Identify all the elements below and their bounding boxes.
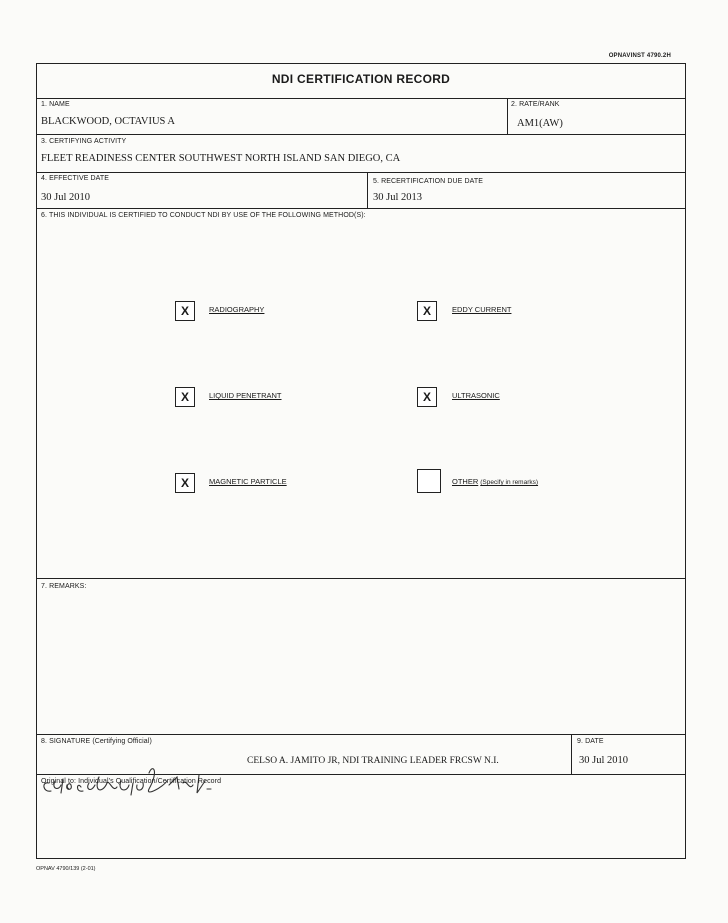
form-title: NDI CERTIFICATION RECORD <box>271 72 451 86</box>
form-footer: OPNAV 4790/139 (2-01) <box>36 866 96 872</box>
effective-date-field[interactable]: 30 Jul 2010 <box>41 192 91 203</box>
methods-heading: 6. THIS INDIVIDUAL IS CERTIFIED TO CONDUCT NDI BY USE OF THE FOLLOWING METHOD(S): <box>41 212 366 219</box>
radiography-checkbox[interactable]: X <box>175 301 195 321</box>
liquid-penetrant-checkbox[interactable]: X <box>175 387 195 407</box>
signature-label: 8. SIGNATURE (Certifying Official) <box>41 738 152 745</box>
rate-rank-label: 2. RATE/RANK <box>511 101 560 108</box>
divider <box>37 172 685 173</box>
divider <box>367 172 368 208</box>
date-field[interactable]: 30 Jul 2010 <box>579 755 629 766</box>
divider <box>37 134 685 135</box>
original-to-note: Original to: Individual's Qualification/Certification Record <box>41 778 222 785</box>
divider <box>571 734 572 774</box>
divider <box>37 734 685 735</box>
certifying-activity-field[interactable]: FLEET READINESS CENTER SOUTHWEST NORTH ISLAND SAN DIEGO, CA <box>41 153 401 164</box>
radiography-label: RADIOGRAPHY <box>209 305 265 314</box>
divider <box>37 578 685 579</box>
divider <box>37 208 685 209</box>
remarks-label: 7. REMARKS: <box>41 583 87 590</box>
effective-date-label: 4. EFFECTIVE DATE <box>41 175 110 182</box>
magnetic-particle-checkbox[interactable]: X <box>175 473 195 493</box>
other-note: (Specify in remarks) <box>480 479 539 486</box>
name-label: 1. NAME <box>41 101 70 108</box>
magnetic-particle-label: MAGNETIC PARTICLE <box>209 477 287 486</box>
other-checkbox[interactable] <box>417 469 441 493</box>
liquid-penetrant-label: LIQUID PENETRANT <box>209 391 282 400</box>
date-label: 9. DATE <box>577 738 604 745</box>
recert-due-date-field[interactable]: 30 Jul 2013 <box>373 192 423 203</box>
ultrasonic-label: ULTRASONIC <box>452 391 500 400</box>
ultrasonic-checkbox[interactable]: X <box>417 387 437 407</box>
form-number: OPNAVINST 4790.2H <box>608 53 671 59</box>
certification-form <box>36 63 686 859</box>
other-method <box>452 477 538 486</box>
rate-rank-field[interactable]: AM1(AW) <box>517 118 563 129</box>
certifying-activity-label: 3. CERTIFYING ACTIVITY <box>41 138 127 145</box>
recert-due-date-label: 5. RECERTIFICATION DUE DATE <box>373 178 484 185</box>
other-label: OTHER <box>452 477 479 486</box>
signer-printed-name: CELSO A. JAMITO JR, NDI TRAINING LEADER FRCSW N.I. <box>247 756 499 766</box>
eddy-current-checkbox[interactable]: X <box>417 301 437 321</box>
name-field[interactable]: BLACKWOOD, OCTAVIUS A <box>41 116 176 127</box>
eddy-current-label: EDDY CURRENT <box>452 305 512 314</box>
divider <box>507 98 508 134</box>
divider <box>37 98 685 99</box>
